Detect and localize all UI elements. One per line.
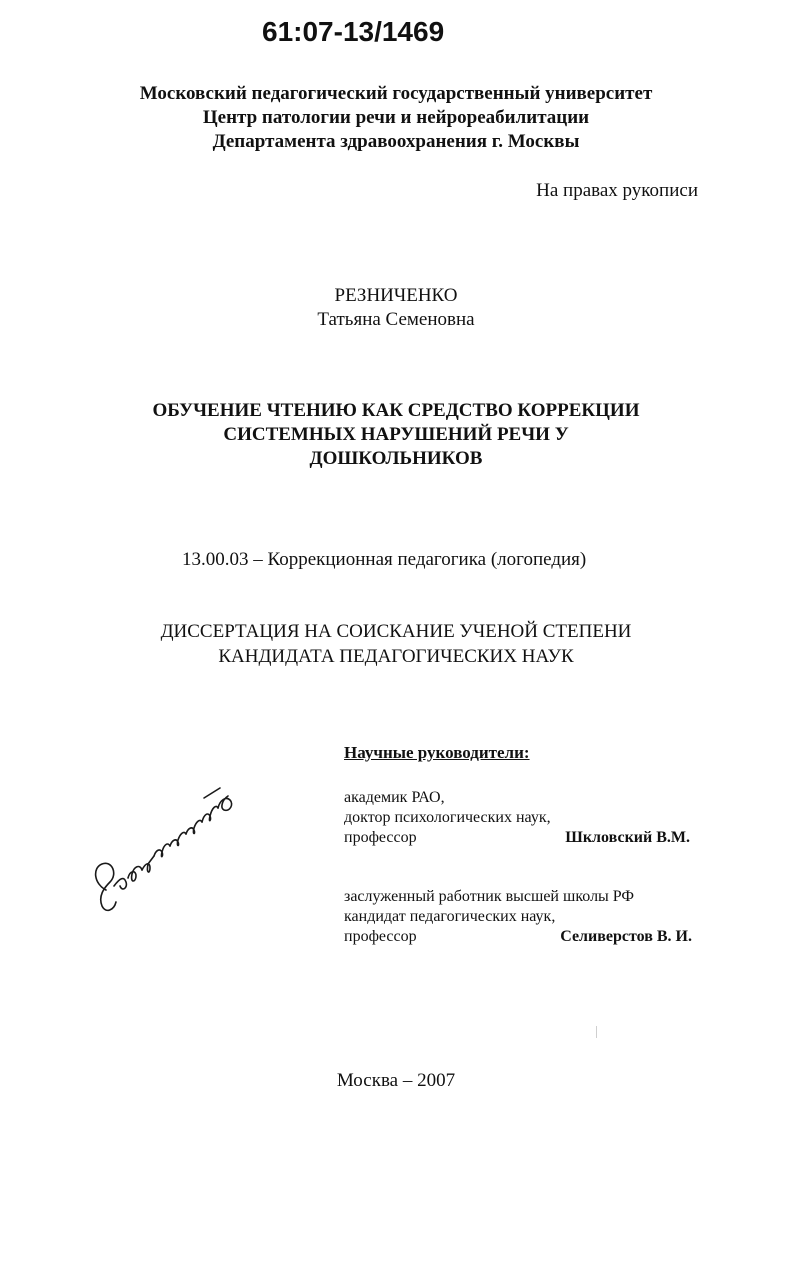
institution-line: Центр патологии речи и нейрореабилитации: [202, 107, 590, 128]
title-line: СИСТЕМНЫХ НАРУШЕНИЙ РЕЧИ У: [223, 424, 569, 445]
handwritten-signature: [84, 778, 254, 928]
degree-line: КАНДИДАТА ПЕДАГОГИЧЕСКИХ НАУК: [218, 646, 574, 667]
author-surname: РЕЗНИЧЕНКО: [334, 285, 458, 306]
title-line: ДОШКОЛЬНИКОВ: [309, 448, 483, 469]
supervisor-credential: доктор психологических наук,: [344, 809, 551, 826]
title-line: ОБУЧЕНИЕ ЧТЕНИЮ КАК СРЕДСТВО КОРРЕКЦИИ: [152, 400, 640, 421]
scan-artifact: [596, 1026, 597, 1038]
author-block: [0, 284, 792, 332]
supervisor-credential: академик РАО,: [344, 789, 445, 806]
specialty-code: 13.00.03 – Коррекционная педагогика (логопедия): [182, 549, 587, 570]
supervisor-name: Селиверстов В. И.: [560, 928, 692, 945]
institution-line: Московский педагогический государственный университет: [139, 83, 653, 104]
place-year: Москва – 2007: [336, 1070, 456, 1091]
supervisor-name: Шкловский В.М.: [565, 829, 690, 846]
supervisor-credential: кандидат педагогических наук,: [344, 908, 556, 925]
supervisor-block: [344, 887, 704, 947]
institution-block: [0, 82, 792, 154]
dissertation-title: [0, 399, 792, 471]
institution-line: Департамента здравоохранения г. Москвы: [212, 131, 580, 152]
degree-block: [0, 619, 792, 669]
supervisor-block: [344, 788, 704, 848]
degree-line: ДИССЕРТАЦИЯ НА СОИСКАНИЕ УЧЕНОЙ СТЕПЕНИ: [160, 621, 632, 642]
supervisor-credential: профессор: [344, 928, 417, 945]
supervisor-credential: профессор: [344, 829, 417, 846]
archive-code: 61:07-13/1469: [262, 16, 445, 47]
rights-note: На правах рукописи: [536, 180, 698, 201]
supervisors-heading: Научные руководители:: [344, 743, 530, 762]
supervisor-credential: заслуженный работник высшей школы РФ: [344, 888, 635, 905]
author-given-names: Татьяна Семеновна: [317, 309, 475, 330]
